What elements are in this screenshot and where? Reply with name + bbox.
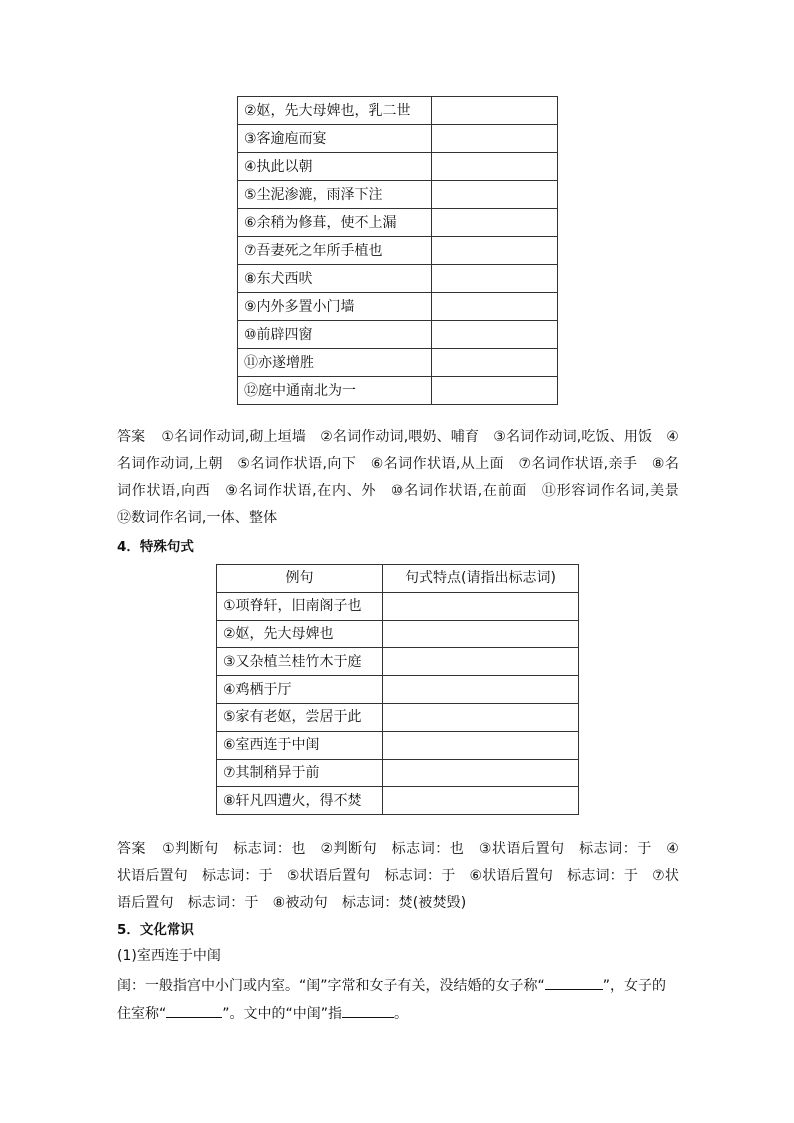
answer-text: ①名词作动词,砌上垣墙 ②名词作动词,喂奶、哺育 ③名词作动词,吃饭、用饭 ④名词作动词,上朝 ⑤名词作状语,向下 ⑥名词作状语,从上面 ⑦名词作状语,亲手 ⑧名词作状语,向西 ⑨名词作状语,在内、外 ⑩名词作状语,在前面 ⑪形容词作名词,美景 ⑫数词作名词,一体、整体 (117, 429, 694, 526)
example-sentence-cell: ⑧轩凡四遭火，得不焚 (217, 787, 383, 815)
table-row (238, 209, 558, 237)
example-sentence-cell: ④鸡栖于厅 (217, 676, 383, 704)
table-row (217, 676, 579, 704)
table-row (217, 759, 579, 787)
answer-cell[interactable] (432, 349, 558, 377)
table-row (238, 293, 558, 321)
answer-paragraph-1 (117, 424, 694, 532)
answer-cell[interactable] (432, 209, 558, 237)
column-header-example: 例句 (217, 565, 383, 593)
answer-cell[interactable] (432, 237, 558, 265)
table-row (217, 592, 579, 620)
example-sentence-cell: ②妪，先大母婢也 (217, 620, 383, 648)
sentence-feature-cell[interactable] (383, 648, 579, 676)
table-row (238, 181, 558, 209)
example-sentence-cell: ⑧东犬西吠 (238, 265, 432, 293)
table-row (238, 321, 558, 349)
culture-text: ”，女子的 (602, 978, 667, 994)
column-header-feature: 句式特点(请指出标志词) (383, 565, 579, 593)
table-row (238, 265, 558, 293)
section-heading-special-sentences: 4．特殊句式 (117, 539, 194, 555)
example-sentence-cell: ⑤家有老妪，尝居于此 (217, 703, 383, 731)
example-sentence-cell: ⑩前辟四窗 (238, 321, 432, 349)
fill-blank[interactable] (342, 1003, 394, 1018)
answer-cell[interactable] (432, 125, 558, 153)
table-row (238, 153, 558, 181)
answer-label: 答案 (117, 429, 146, 445)
culture-text: 闺：一般指宫中小门或内室。“闺”字常和女子有关，没结婚的女子称“ (117, 978, 545, 994)
table-row (238, 125, 558, 153)
fill-blank[interactable] (166, 1003, 222, 1018)
example-sentence-cell: ⑥室西连于中闺 (217, 731, 383, 759)
sentence-feature-cell[interactable] (383, 676, 579, 704)
table-row (217, 787, 579, 815)
table-row (217, 648, 579, 676)
sentence-feature-cell[interactable] (383, 759, 579, 787)
answer-cell[interactable] (432, 97, 558, 125)
culture-line-1 (117, 975, 666, 996)
table-row (238, 97, 558, 125)
table-row (217, 703, 579, 731)
table-row (238, 377, 558, 405)
culture-line-2 (117, 1003, 408, 1024)
subsection-title: (1)室西连于中闺 (117, 948, 221, 964)
example-sentence-cell: ③客逾庖而宴 (238, 125, 432, 153)
answer-label: 答案 (117, 841, 147, 857)
answer-cell[interactable] (432, 181, 558, 209)
answer-cell[interactable] (432, 377, 558, 405)
answer-cell[interactable] (432, 293, 558, 321)
sentence-feature-cell[interactable] (383, 620, 579, 648)
table-row (238, 349, 558, 377)
example-sentence-cell: ①项脊轩，旧南阁子也 (217, 592, 383, 620)
table-header-row (217, 565, 579, 593)
sentence-feature-cell[interactable] (383, 703, 579, 731)
sentence-feature-cell[interactable] (383, 592, 579, 620)
example-sentence-cell: ⑪亦遂增胜 (238, 349, 432, 377)
table-row (217, 731, 579, 759)
answer-cell[interactable] (432, 321, 558, 349)
example-sentence-cell: ⑦吾妻死之年所手植也 (238, 237, 432, 265)
sentence-feature-cell[interactable] (383, 787, 579, 815)
example-sentence-cell: ⑨内外多置小门墙 (238, 293, 432, 321)
answer-text: ①判断句 标志词：也 ②判断句 标志词：也 ③状语后置句 标志词：于 ④状语后置句 标志词：于 ⑤状语后置句 标志词：于 ⑥状语后置句 标志词：于 ⑦状语后置句 标志词：于 ⑧被动句 标志词：焚(被焚毁) (117, 841, 679, 911)
answer-cell[interactable] (432, 265, 558, 293)
special-sentence-table (216, 564, 579, 815)
example-sentence-cell: ⑦其制稍异于前 (217, 759, 383, 787)
example-sentence-cell: ⑥余稍为修葺，使不上漏 (238, 209, 432, 237)
example-sentence-cell: ⑤尘泥渗漉，雨泽下注 (238, 181, 432, 209)
section-heading-culture: 5．文化常识 (117, 922, 194, 938)
example-sentence-cell: ③又杂植兰桂竹木于庭 (217, 648, 383, 676)
example-sentence-cell: ⑫庭中通南北为一 (238, 377, 432, 405)
answer-paragraph-2 (117, 836, 679, 917)
sentence-feature-cell[interactable] (383, 731, 579, 759)
table-row (238, 237, 558, 265)
answer-cell[interactable] (432, 153, 558, 181)
culture-text: 住室称“ (117, 1006, 167, 1022)
fill-blank[interactable] (545, 975, 603, 990)
word-usage-table (237, 96, 558, 405)
culture-text: ”。文中的“中闺”指 (222, 1006, 343, 1022)
table-row (217, 620, 579, 648)
example-sentence-cell: ④执此以朝 (238, 153, 432, 181)
example-sentence-cell: ②妪，先大母婢也，乳二世 (238, 97, 432, 125)
culture-text: 。 (394, 1006, 409, 1022)
